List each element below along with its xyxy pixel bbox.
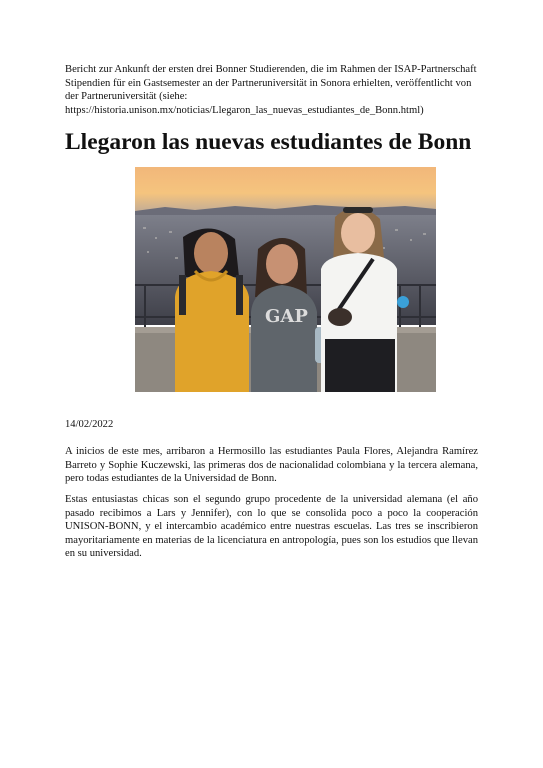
article-headline: Llegaron las nuevas estudiantes de Bonn: [65, 129, 472, 155]
article-paragraph: Estas entusiastas chicas son el segundo grupo procedente de la universidad alemana (el año pasado recibimos a Lars y Jennifer), con lo que se consolida poco a poco la cooperación UNISON-BONN, y el intercambio académico entre nuestras escuelas. Las tres se inscribieron mayoritariamente en materias de la licenciatura en antropología, pues son los estudios que llevan en su universidad.: [65, 494, 478, 560]
shirt-text: GAP: [265, 306, 308, 327]
article-paragraph: A inicios de este mes, arribaron a Hermosillo las estudiantes Paula Flores, Alejandra Ramírez Barreto y Sophie Kuczewski, las primeras dos de nacionalidad colombiana y la tercera alemana, pero todas estudiantes de la Universidad de Bonn.: [65, 446, 478, 485]
intro-text: Bericht zur Ankunft der ersten drei Bonner Studierenden, die im Rahmen der ISAP-Partnerschaft Stipendien für ein Gastsemester an der Partneruniversität in Sonora erhielten, veröffentlicht von der Partneruniversität (siehe: https://historia.unison.mx/noticias/Llegaron_las_nuevas_estudiantes_de_Bonn.html): [65, 64, 477, 116]
article-photo: [135, 167, 436, 392]
article-date: 14/02/2022: [65, 419, 114, 430]
